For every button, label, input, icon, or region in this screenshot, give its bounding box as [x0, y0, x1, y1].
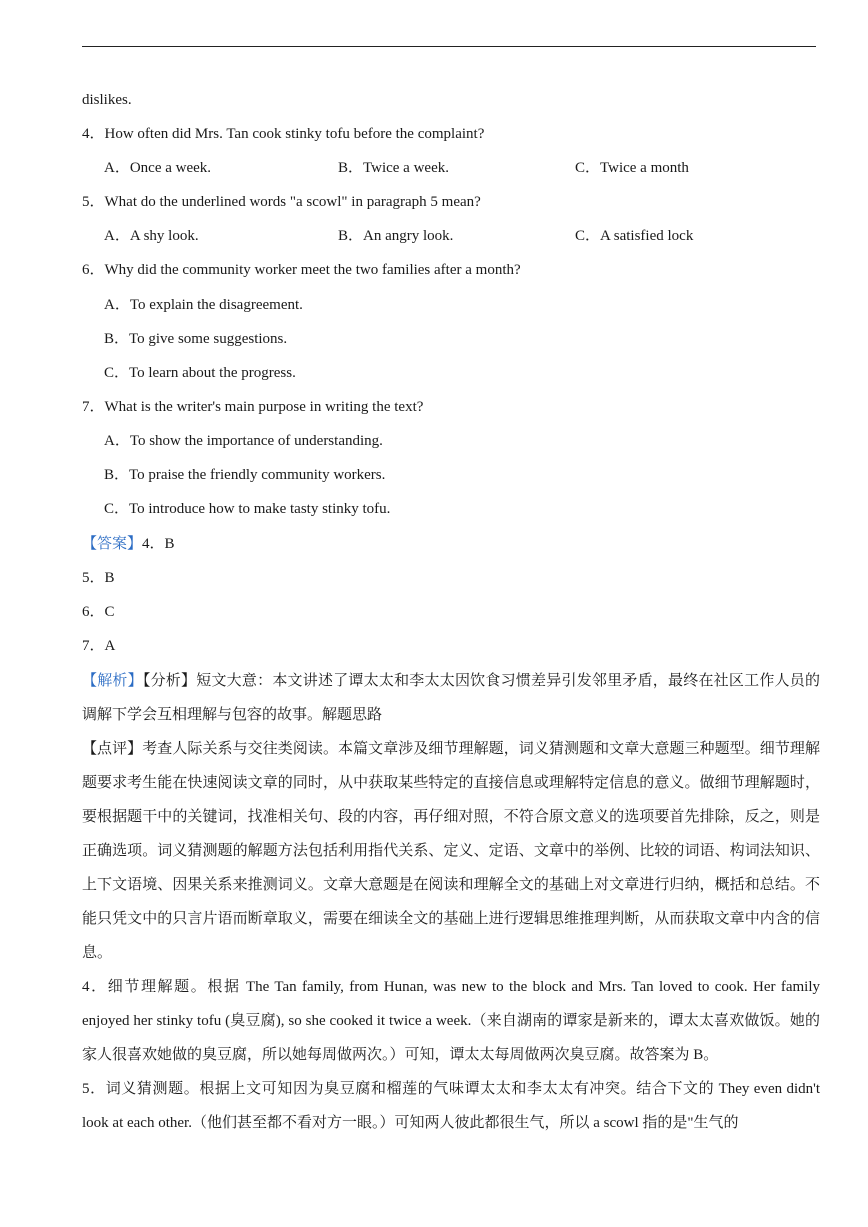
answer-value: 4．B	[142, 536, 175, 552]
option-7b: B．To praise the friendly community workers.	[104, 467, 386, 483]
answer-line-2: 5．B	[82, 570, 115, 586]
option-7a: A．To show the importance of understanding.	[104, 433, 383, 449]
question-text: Why did the community worker meet the two families after a month?	[104, 262, 521, 278]
analysis-text: 【分析】短文大意：本文讲述了谭太太和李太太因饮食习惯差异引发邻里矛盾，最终在社区工作人员的调解下学会互相理解与包容的故事。解题思路	[82, 673, 820, 723]
answer-line-3: 6．C	[82, 604, 115, 620]
question-number: 5．	[82, 194, 105, 210]
explanation-4: 4．细节理解题。根据 The Tan family, from Hunan, was new to the block and Mrs. Tan loved to cook. Her family enjoyed her stinky tofu (臭豆腐), so she cooked it twice a week.（来自湖南的谭家是新来的，谭太太喜欢做饭。她的家人很喜欢她做的臭豆腐，所以她每周做两次。）可知，谭太太每周做两次臭豆腐。故答案为 B。	[82, 979, 820, 1063]
option-4b: B．Twice a week.	[338, 160, 449, 176]
question-5	[82, 191, 481, 213]
answer-line-1	[82, 533, 175, 555]
analysis-summary	[82, 664, 820, 732]
question-6	[82, 259, 521, 281]
question-number: 7．	[82, 399, 105, 415]
header-rule	[82, 46, 816, 47]
option-5b: B．An angry look.	[338, 228, 454, 244]
option-5c: C．A satisfied lock	[575, 228, 694, 244]
option-5a: A．A shy look.	[104, 228, 199, 244]
question-text: What do the underlined words "a scowl" in paragraph 5 mean?	[104, 194, 481, 210]
question-7	[82, 396, 423, 418]
comment-paragraph: 【点评】考查人际关系与交往类阅读。本篇文章涉及细节理解题，词义猜测题和文章大意题三种题型。细节理解题要求考生能在快速阅读文章的同时，从中获取某些特定的直接信息或理解特定信息的意义。做细节理解题时，要根据题干中的关键词，找准相关句、段的内容，再仔细对照，不符合原文意义的选项要首先排除，反之，则是正确选项。词义猜测题的解题方法包括利用指代关系、定义、定语、文章中的举例、比较的词语、构词法知识、上下文语境、因果关系来推测词义。文章大意题是在阅读和理解全文的基础上对文章进行归纳，概括和总结。不能只凭文中的只言片语而断章取义，需要在细读全文的基础上进行逻辑思维推理判断，从而获取文章中内含的信息。	[82, 741, 820, 961]
question-text: How often did Mrs. Tan cook stinky tofu before the complaint?	[104, 126, 485, 142]
question-number: 6．	[82, 262, 105, 278]
previous-text-tail: dislikes.	[82, 92, 132, 108]
option-4a: A．Once a week.	[104, 160, 212, 176]
question-text: What is the writer's main purpose in writing the text?	[104, 399, 424, 415]
question-number: 4．	[82, 126, 105, 142]
option-6b: B．To give some suggestions.	[104, 331, 288, 347]
option-4c: C．Twice a month	[575, 160, 689, 176]
explanation-5: 5．词义猜测题。根据上文可知因为臭豆腐和榴莲的气味谭太太和李太太有冲突。结合下文的 They even didn't look at each other.（他们甚至都不看对方一眼。）可知两人彼此都很生气，所以 a scowl 指的是"生气的	[82, 1081, 820, 1131]
question-4	[82, 123, 484, 145]
option-7c: C．To introduce how to make tasty stinky tofu.	[104, 501, 391, 517]
option-6c: C．To learn about the progress.	[104, 365, 296, 381]
answer-tag: 【答案】	[82, 536, 143, 552]
answer-line-4: 7．A	[82, 638, 116, 654]
analysis-tag: 【解析】	[82, 673, 143, 689]
option-6a: A．To explain the disagreement.	[104, 297, 303, 313]
